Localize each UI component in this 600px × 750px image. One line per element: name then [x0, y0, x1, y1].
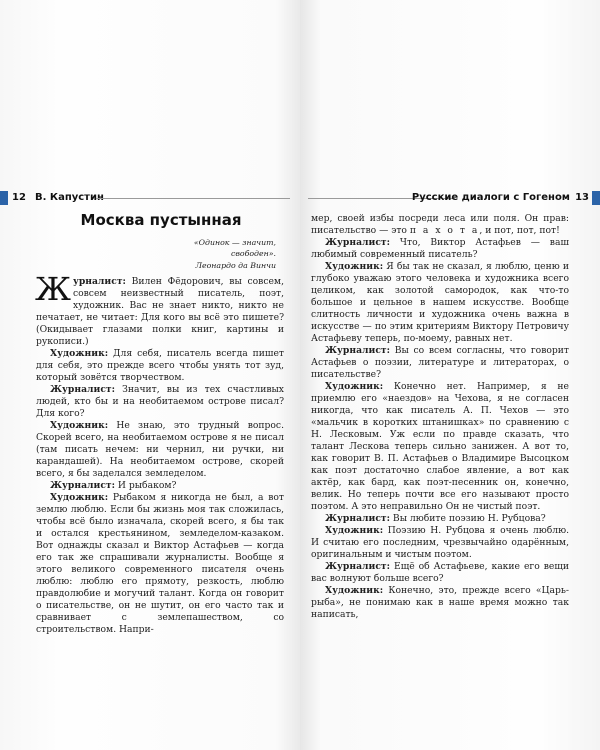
paragraph-text: И рыбаком?	[115, 480, 177, 491]
paragraph-text: Вы со всем согласны, что говорит Астафьев о поэзии, литературе и литераторах, о писательстве?	[311, 345, 569, 380]
dialogue-paragraph	[311, 345, 569, 381]
paragraph-text: Конечно, это, прежде всего «Царь-рыба», не понимаю как в наше время можно так написать,	[311, 585, 569, 620]
drop-cap: Ж	[35, 270, 71, 308]
dialogue-paragraph	[36, 480, 284, 492]
paragraph-text: Я бы так не сказал, я люблю, ценю и глубоко уважаю этого человека и художника всего целиком, как золотой самородок, как что-то большое и цельное в нашем искусстве. Вообще слитность личности и художника очень важна в искусстве — по этим критериям Виктору Петровичу Астафьеву теперь, по-моему, равных нет.	[311, 261, 569, 344]
right-page-text	[311, 213, 569, 621]
dialogue-paragraph	[311, 237, 569, 261]
paragraph-text: Ещё об Астафьеве, какие его вещи вас волнуют больше всего?	[311, 561, 569, 584]
speaker-label: Художник:	[50, 492, 109, 503]
left-page-number: 12	[12, 192, 26, 203]
dialogue-paragraph	[311, 213, 569, 237]
speaker-label: Художник:	[325, 261, 384, 272]
paragraph-text: Значит, вы из тех счастливых людей, кто бы и на необитаемом острове писал? Для кого?	[36, 384, 284, 419]
paragraph-text: Не знаю, это трудный вопрос. Скорей всего, на необитаемом острове я не писал (там писать нечем: ни чернил, ни ручки, ни карандашей). На необитаемом острове, скорей всего, я бы заделался земледелом.	[36, 420, 284, 479]
right-page-header	[308, 191, 600, 205]
left-page-text	[35, 270, 284, 636]
speaker-label: Журналист:	[325, 345, 391, 356]
page-tab-marker	[592, 191, 600, 205]
right-running-head: Русские диалоги с Гогеном	[411, 192, 570, 203]
dialogue-paragraph	[36, 420, 284, 480]
epigraph-line: свободен».	[231, 249, 276, 258]
paragraph-text: , и пот, пот, пот!	[479, 225, 560, 236]
paragraph-text: Поэзию Н. Рубцова я очень люблю. И считаю его последним, чрезвычайно одарённым, оригинальным и чистым поэтом.	[311, 525, 569, 560]
right-page-number: 13	[575, 192, 589, 203]
chapter-title: Москва пустынная	[80, 211, 242, 229]
paragraph-text: Вилен Фёдорович, вы совсем, совсем неизвестный писатель, поэт, художник. Вас не знает никто, никто не печатает, не читает: Для кого вы всё это пишете? (Окидывает глазами полки книг, картины и рукописи.)	[36, 276, 284, 347]
left-page-header	[0, 191, 290, 205]
speaker-label: Художник:	[325, 381, 384, 392]
paragraph-text: Рыбаком я никогда не был, а вот землю люблю. Если бы жизнь моя так сложилась, чтобы всё было изначала, скорей всего, я бы так и остался крестьянином, земледелом-казаком. Вот однажды сказал и Виктор Астафьев — когда его так же спрашивали журналисты. Вообще я этого великого современного писателя очень люблю: люблю его прямоту, резкость, люблю правдолюбие и могучий талант. Когда он говорит о писательстве, он не шутит, он его часто так и сравнивает с землепашеством, со строительством. Напри-	[36, 492, 284, 635]
paragraph-text: Вы любите поэзию Н. Рубцова?	[390, 513, 546, 524]
speaker-label: Журналист:	[50, 384, 116, 395]
dialogue-paragraph	[311, 381, 569, 513]
speaker-label: Художник:	[325, 585, 384, 596]
dialogue-paragraph	[311, 261, 569, 345]
speaker-label: урналист:	[72, 276, 126, 287]
paragraph-text: мер, своей избы посреди леса или поля. Он прав: писательство — это	[311, 213, 569, 236]
speaker-label: Художник:	[50, 348, 109, 359]
dialogue-paragraph	[35, 270, 284, 348]
dialogue-paragraph	[311, 525, 569, 561]
dialogue-paragraph	[36, 492, 284, 636]
epigraph-line: «Одинок — значит,	[193, 238, 276, 247]
page-tab-marker	[0, 191, 8, 205]
paragraph-text: Для себя, писатель всегда пишет для себя, это прежде всего чтобы унять тот зуд, который зовётся творчеством.	[36, 348, 284, 383]
left-running-head: В. Капустин	[35, 192, 104, 203]
speaker-label: Художник:	[325, 525, 384, 536]
paragraph-text: Что, Виктор Астафьев — ваш любимый современный писатель?	[311, 237, 569, 260]
dialogue-paragraph	[36, 384, 284, 420]
dialogue-paragraph	[311, 513, 569, 525]
speaker-label: Журналист:	[325, 513, 391, 524]
speaker-label: Журналист:	[50, 480, 116, 491]
speaker-label: Журналист:	[325, 237, 391, 248]
epigraph-author: Леонардо да Винчи	[195, 261, 276, 270]
paragraph-text: Конечно нет. Например, я не приемлю его «наездов» на Чехова, я не согласен никогда, что как писатель А. П. Чехов — это «мальчик в коротких штанишках» по сравнению с Н. Лесковым. Уж если по правде сказать, что талант Лескова теперь сильно занижен. А вот то, как говорит В. П. Астафьев о Владимире Высоцком как поэт достаточно слабое явление, а вот как актёр, как бард, как поэт-песенник он, конечно, велик. Но теперь почти все его называют просто поэтом. А это неправильно Он не чистый поэт.	[311, 381, 569, 512]
speaker-label: Художник:	[50, 420, 109, 431]
header-rule	[96, 198, 290, 199]
dialogue-paragraph	[311, 561, 569, 585]
dialogue-paragraph	[311, 585, 569, 621]
speaker-label: Журналист:	[325, 561, 391, 572]
epigraph	[130, 237, 276, 271]
emphasized-word: п а х о т а	[409, 225, 480, 236]
dialogue-paragraph	[36, 348, 284, 384]
